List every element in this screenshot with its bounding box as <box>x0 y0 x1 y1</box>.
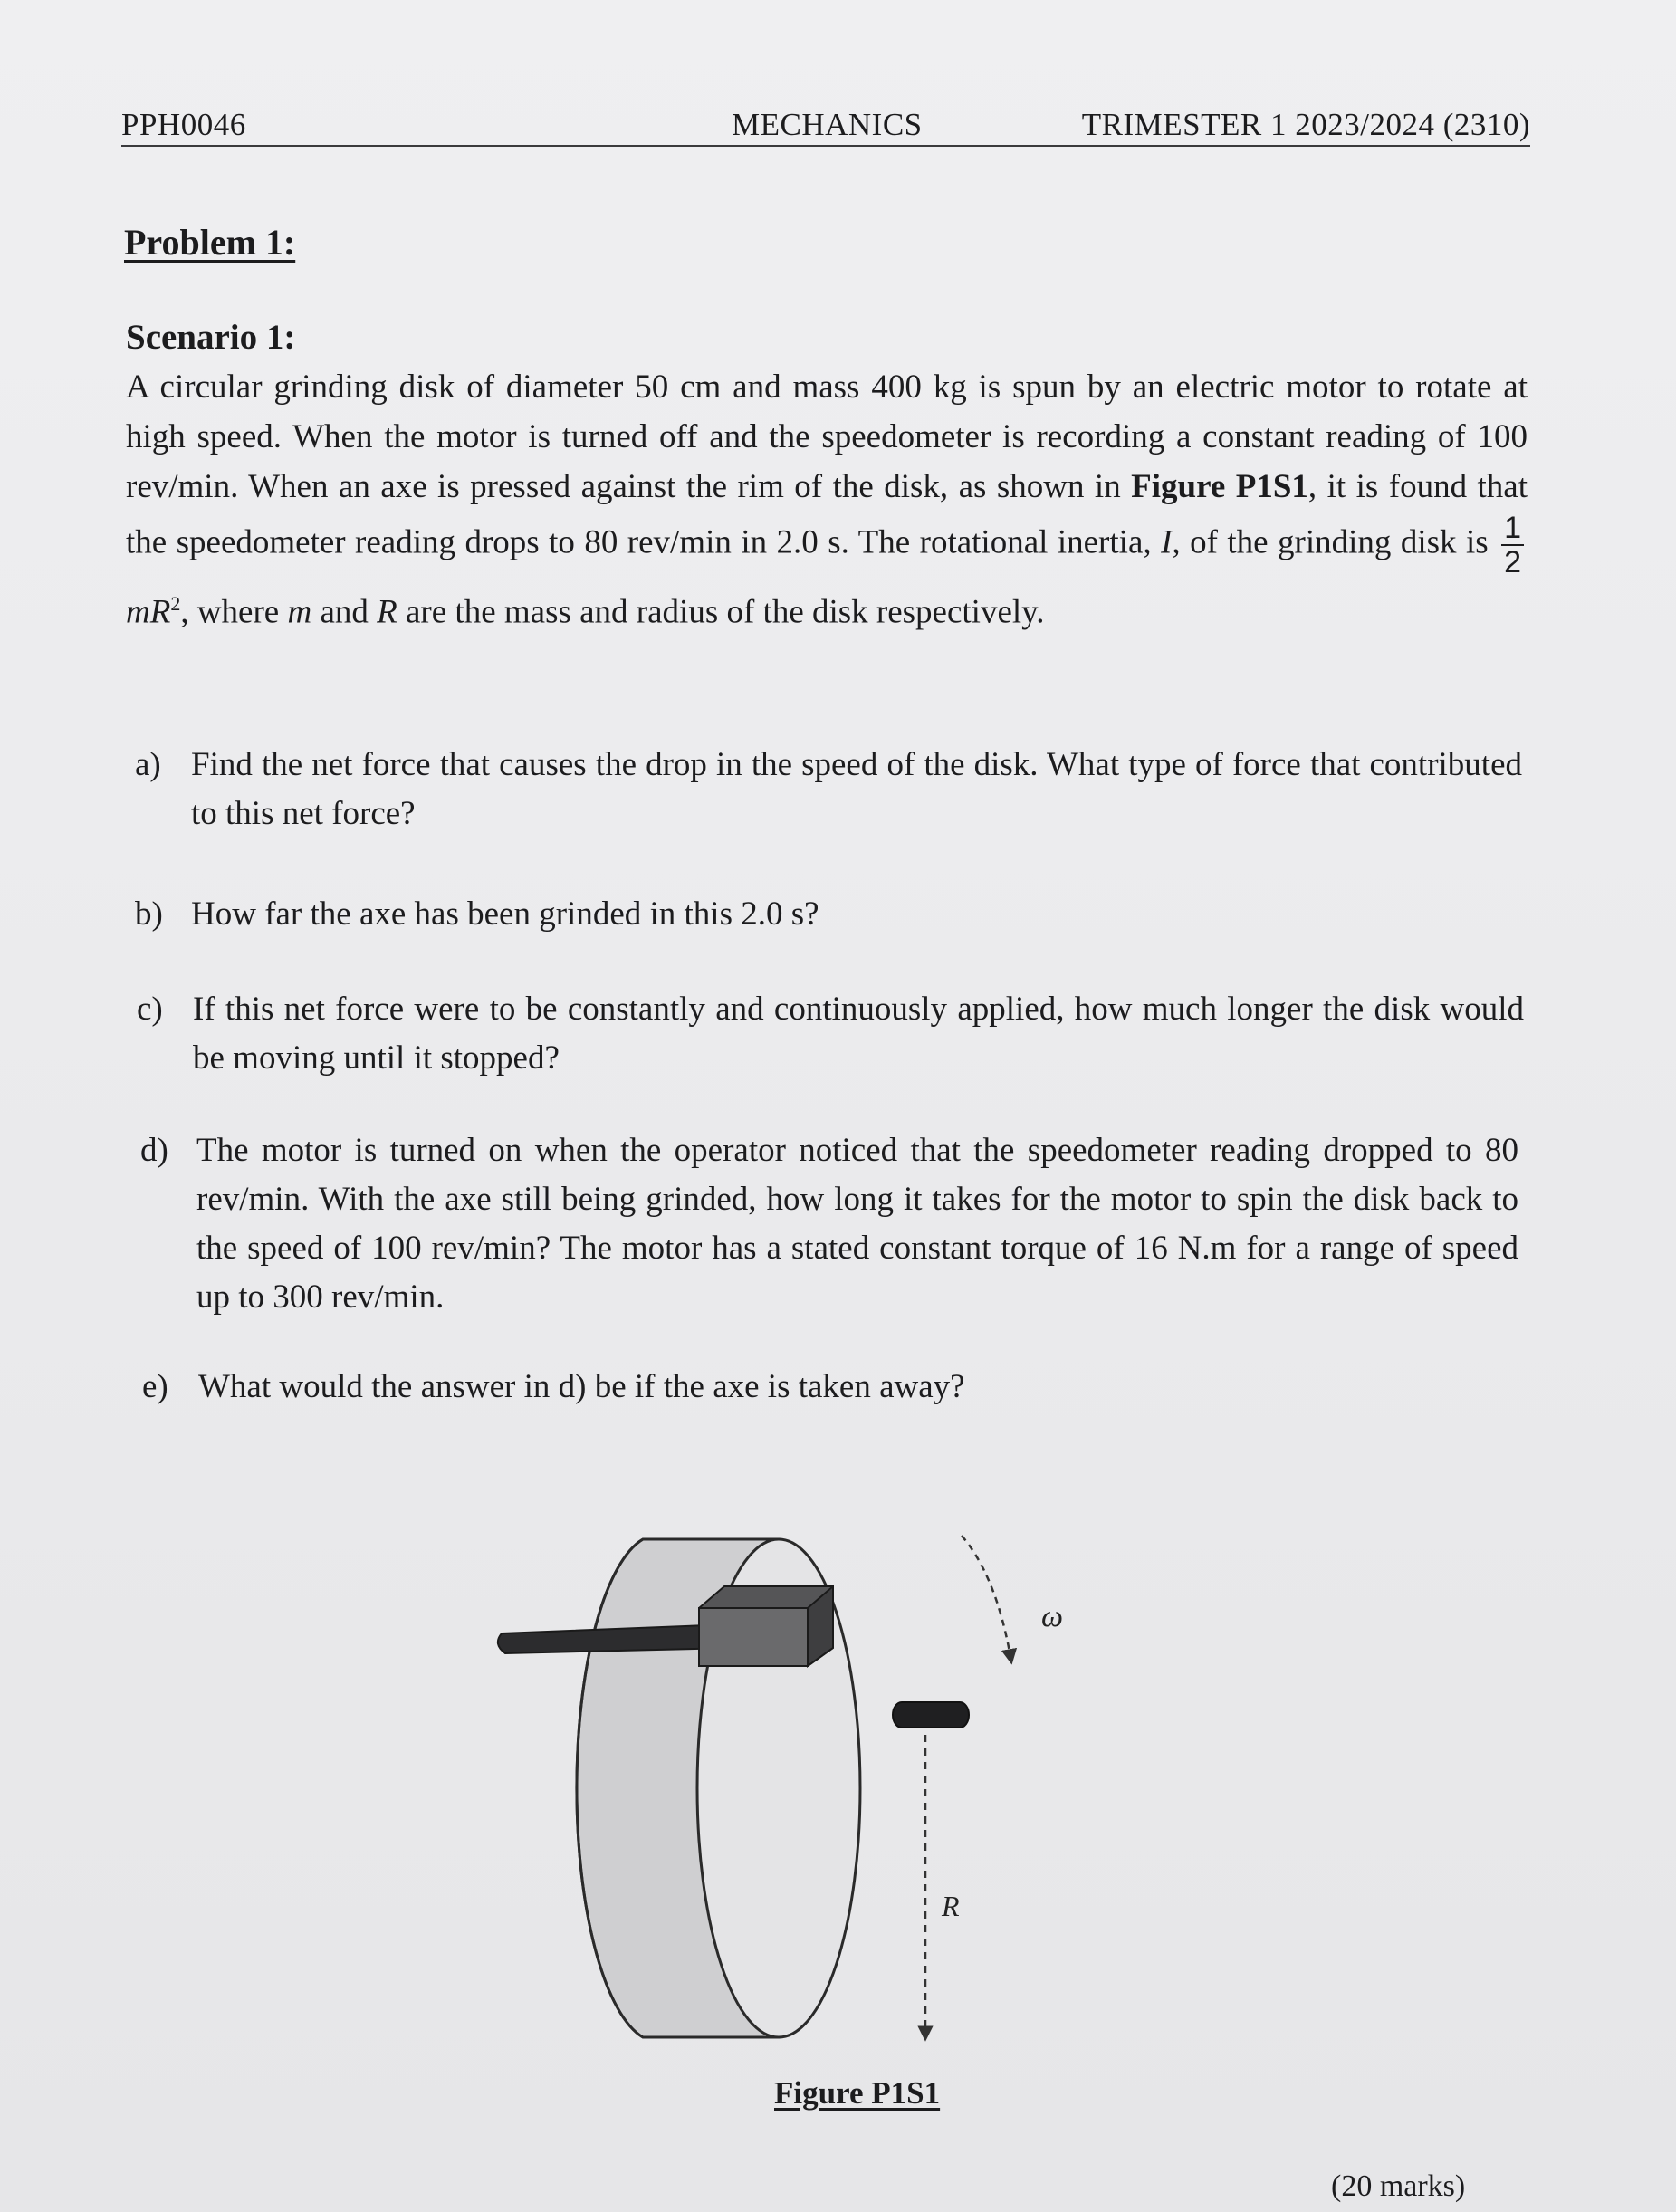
axle <box>893 1702 969 1728</box>
course-subject: MECHANICS <box>732 107 923 142</box>
rotation-arrow <box>962 1536 1010 1657</box>
figure-caption: Figure P1S1 <box>774 2075 941 2111</box>
question-text: How far the axe has been grinded in this 2.0 s? <box>191 895 819 933</box>
question-c <box>137 985 1524 1083</box>
question-label: a) <box>135 746 161 783</box>
question-a <box>135 741 1522 838</box>
scenario-title: Scenario 1: <box>126 318 296 357</box>
axe-handle <box>498 1624 733 1653</box>
grinding-disk-figure <box>489 1521 1123 2064</box>
question-text: The motor is turned on when the operator noticed that the speedometer reading dropped to 80 rev/min. With the axe still being grinded, how long it takes for the motor to spin the disk back to the speed of 100 rev/min? The motor has a stated constant torque of 16 N.m for a range of speed up to 300 rev/min. <box>196 1132 1518 1316</box>
question-label: b) <box>135 895 163 933</box>
question-label: c) <box>137 991 163 1028</box>
fraction: $\frac{1}{2}$ <box>1501 512 1524 579</box>
question-text: If this net force were to be constantly and continuously applied, how much longer the disk would be moving until it stopped? <box>193 991 1524 1077</box>
marks-total: (20 marks) <box>1331 2169 1466 2203</box>
question-b <box>135 890 1522 939</box>
question-text: Find the net force that causes the drop in the speed of the disk. What type of force that contributed to this net force? <box>191 746 1522 832</box>
question-label: d) <box>140 1132 168 1169</box>
question-text: What would the answer in d) be if the axe is taken away? <box>198 1368 965 1405</box>
page-header <box>121 101 1530 147</box>
problem-title: Problem 1: <box>124 222 296 263</box>
question-d <box>140 1126 1518 1322</box>
question-e <box>142 1363 1529 1412</box>
radius-label: R <box>942 1890 960 1922</box>
term-info: TRIMESTER 1 2023/2024 (2310) <box>1081 107 1530 142</box>
scenario-description: A circular grinding disk of diameter 50 cm and mass 400 kg is spun by an electric motor to rotate at high speed. When the motor is turned off and the speedometer is recording a constant reading of 100 rev/min. When an axe is pressed against the rim of the disk, as shown in Figure P1S1, it is found that the speedometer reading drops to 80 rev/min in 2.0 s. The rotational inertia, I, of the grinding disk is $\frac{1}{2}$ $mR^2$, where m and R are the mass and radius of the disk respectively. <box>126 369 1528 631</box>
omega-label: ω <box>1041 1600 1064 1633</box>
course-code: PPH0046 <box>121 107 246 142</box>
figure-reference: Figure P1S1 <box>1131 468 1308 505</box>
question-label: e) <box>142 1368 168 1405</box>
